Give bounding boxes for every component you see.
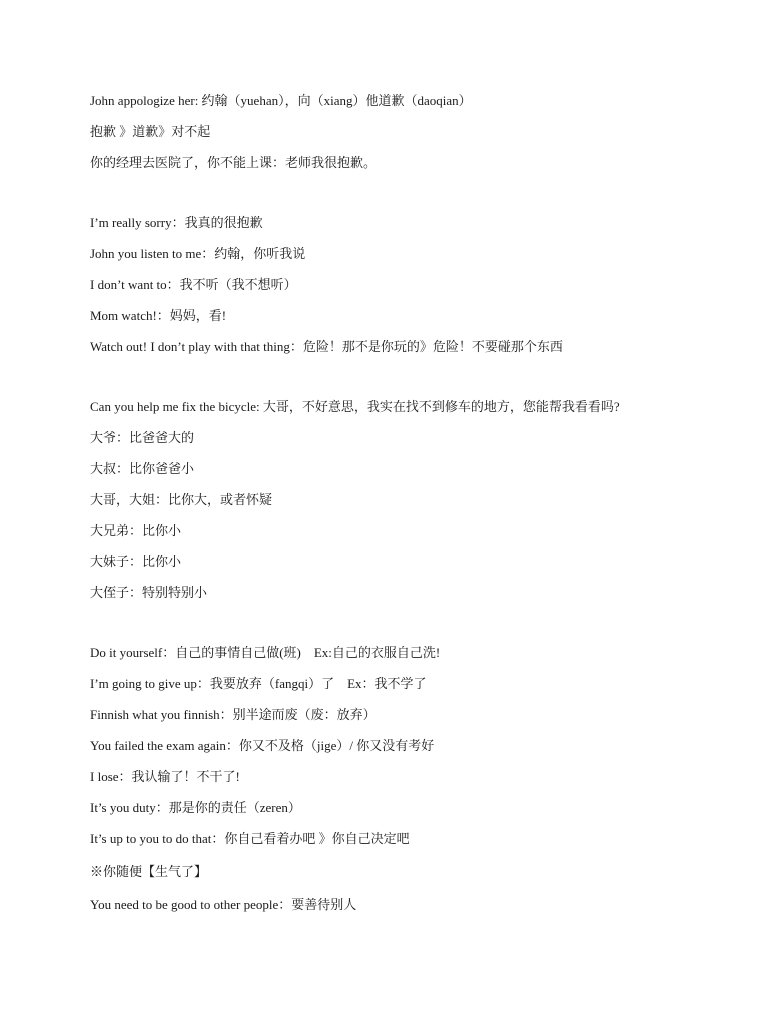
- text-line-3: 你的经理去医院了，你不能上课：老师我很抱歉。: [90, 155, 377, 170]
- text-line-9: Can you help me fix the bicycle: 大哥，不好意思，我实在找不到修车的地方，您能帮我看看吗?: [90, 399, 620, 414]
- text-line-12: 大哥，大姐：比你大，或者怀疑: [90, 492, 273, 507]
- text-line-23: ※你随便【生气了】: [90, 864, 208, 879]
- text-line-21: It’s you duty：那是你的责任（zeren）: [90, 800, 301, 815]
- text-line-24: You need to be good to other people：要善待别人: [90, 897, 357, 912]
- text-line-15: 大侄子：特别特别小: [90, 585, 208, 600]
- text-line-2: 抱歉 》道歉》对不起: [90, 124, 211, 139]
- document-page: [90, 92, 730, 927]
- text-line-1: John appologize her: 约翰（yuehan），向（xiang）他道歉（daoqian）: [90, 93, 472, 108]
- text-line-16: Do it yourself：自己的事情自己做(班) Ex:自己的衣服自己洗!: [90, 645, 441, 660]
- text-line-10: 大爷：比爸爸大的: [90, 430, 195, 445]
- text-line-8: Watch out! I don’t play with that thing：危险！那不是你玩的》危险！不要碰那个东西: [90, 339, 563, 354]
- text-line-20: I lose：我认输了！不干了!: [90, 769, 240, 784]
- text-line-17: I’m going to give up：我要放弃（fangqi）了 Ex：我不学了: [90, 676, 427, 691]
- text-line-11: 大叔：比你爸爸小: [90, 461, 195, 476]
- text-line-6: I don’t want to：我不听（我不想听）: [90, 277, 297, 292]
- text-line-22: It’s up to you to do that：你自己看着办吧 》你自己决定吧: [90, 831, 410, 846]
- text-line-5: John you listen to me：约翰，你听我说: [90, 246, 306, 261]
- text-line-18: Finnish what you finnish：别半途而废（废：放弃）: [90, 707, 376, 722]
- text-line-14: 大妹子：比你小: [90, 554, 182, 569]
- text-line-4: I’m really sorry：我真的很抱歉: [90, 215, 263, 230]
- text-line-13: 大兄弟：比你小: [90, 523, 182, 538]
- text-line-19: You failed the exam again：你又不及格（jige）/ 你又没有考好: [90, 738, 435, 753]
- text-line-7: Mom watch!：妈妈，看!: [90, 308, 227, 323]
